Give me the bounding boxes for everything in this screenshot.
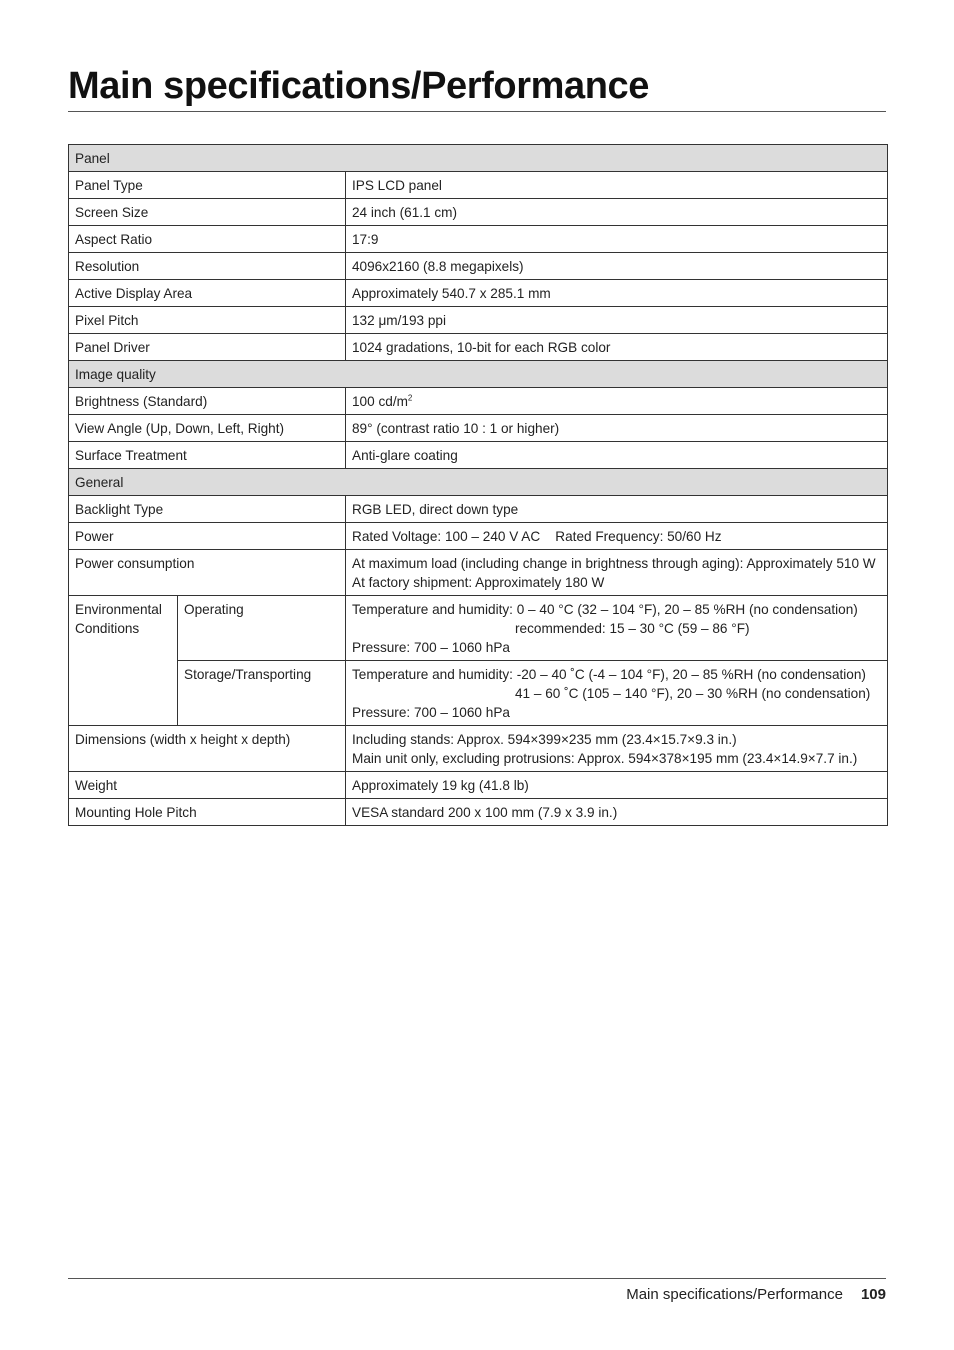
spec-sublabel: Operating [178,596,346,661]
spec-label: Weight [69,772,346,799]
page-number: 109 [860,1286,886,1303]
spec-label: Power consumption [69,550,346,596]
value-line: Temperature and humidity: 0 – 40 °C (32 – 104 °F), 20 – 85 %RH (no condensation) [352,602,858,617]
spec-value [346,661,888,726]
section-header: Image quality [69,361,888,388]
spec-label: Power [69,523,346,550]
spec-label: View Angle (Up, Down, Left, Right) [69,415,346,442]
table-row [69,496,888,523]
spec-value [346,726,888,772]
section-header: General [69,469,888,496]
spec-label: Screen Size [69,199,346,226]
spec-label: Dimensions (width x height x depth) [69,726,346,772]
value-line: Including stands: Approx. 594×399×235 mm (23.4×15.7×9.3 in.) [352,732,737,747]
table-row [69,772,888,799]
spec-value [346,596,888,661]
table-row [69,334,888,361]
value-line: At maximum load (including change in brightness through aging): Approximately 510 W [352,556,876,571]
section-row-general [69,469,888,496]
value-line: Main unit only, excluding protrusions: Approx. 594×378×195 mm (23.4×14.9×7.7 in.) [352,751,858,766]
page-footer [626,1286,886,1303]
spec-value: 24 inch (61.1 cm) [346,199,888,226]
section-row-panel [69,145,888,172]
spec-table [68,144,888,826]
section-header: Panel [69,145,888,172]
table-row [69,226,888,253]
footer-rule [68,1278,886,1279]
table-row [69,799,888,826]
brightness-value: 100 cd/m [352,394,408,409]
spec-value: 1024 gradations, 10-bit for each RGB color [346,334,888,361]
table-row [69,550,888,596]
table-row [69,388,888,415]
table-row [69,523,888,550]
table-row [69,415,888,442]
footer-section-name: Main specifications/Performance [626,1286,843,1303]
value-line: At factory shipment: Approximately 180 W [352,575,605,590]
spec-label: Mounting Hole Pitch [69,799,346,826]
spec-value: RGB LED, direct down type [346,496,888,523]
value-line: Temperature and humidity: -20 – 40 ˚C (-4 – 104 °F), 20 – 85 %RH (no condensation) [352,667,866,682]
spec-value: 89° (contrast ratio 10 : 1 or higher) [346,415,888,442]
power-value: Rated Voltage: 100 – 240 V AC Rated Frequency: 50/60 Hz [352,529,722,544]
spec-value: 17:9 [346,226,888,253]
spec-label: Pixel Pitch [69,307,346,334]
value-line: 41 – 60 ˚C (105 – 140 °F), 20 – 30 %RH (no condensation) [515,686,871,701]
spec-label: Resolution [69,253,346,280]
table-row [69,307,888,334]
table-row [69,172,888,199]
spec-label: Active Display Area [69,280,346,307]
spec-value [346,550,888,596]
table-row [69,280,888,307]
spec-label: Panel Driver [69,334,346,361]
table-row [69,726,888,772]
spec-value: Anti-glare coating [346,442,888,469]
spec-label: Panel Type [69,172,346,199]
table-row [69,661,888,726]
section-row-image-quality [69,361,888,388]
spec-value: IPS LCD panel [346,172,888,199]
spec-value: 132 μm/193 ppi [346,307,888,334]
table-row [69,596,888,661]
table-row [69,199,888,226]
table-row [69,442,888,469]
spec-value: 4096x2160 (8.8 megapixels) [346,253,888,280]
spec-label: Aspect Ratio [69,226,346,253]
table-row [69,253,888,280]
spec-value: VESA standard 200 x 100 mm (7.9 x 3.9 in.) [346,799,888,826]
spec-value [346,523,888,550]
spec-label: Environmental Conditions [69,596,178,726]
value-line: recommended: 15 – 30 °C (59 – 86 °F) [515,621,750,636]
spec-label: Backlight Type [69,496,346,523]
value-line: Pressure: 700 – 1060 hPa [352,640,510,655]
spec-value: Approximately 19 kg (41.8 lb) [346,772,888,799]
page-title: Main specifications/Performance [68,65,650,107]
title-rule [68,111,886,112]
spec-value: Approximately 540.7 x 285.1 mm [346,280,888,307]
value-line: Pressure: 700 – 1060 hPa [352,705,510,720]
superscript: 2 [407,393,413,403]
spec-label: Brightness (Standard) [69,388,346,415]
spec-sublabel: Storage/Transporting [178,661,346,726]
spec-value [346,388,888,415]
spec-label: Surface Treatment [69,442,346,469]
